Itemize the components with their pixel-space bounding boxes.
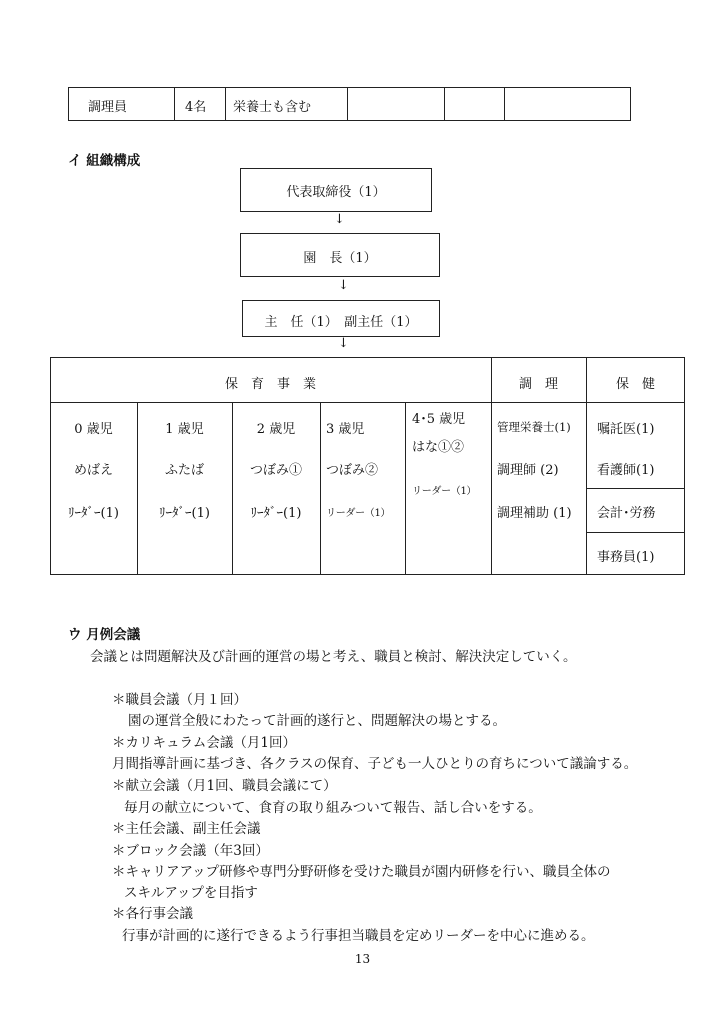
class-name: はな①② [412, 440, 465, 455]
meeting-desc: 行事が計画的に遂行できるよう行事担当職員を定めリーダーを中心に進める。 [122, 928, 595, 944]
staff-count: 4名 [185, 100, 207, 115]
meeting-item: ＊職員会議（月１回） [112, 692, 247, 708]
class-name: つぼみ① [249, 463, 302, 478]
section-heading-meetings: ウ 月例会議 [68, 627, 141, 643]
box-ceo-label: 代表取締役（1） [286, 185, 386, 200]
class-leader: ﾘｰﾀﾞｰ(1) [250, 506, 302, 521]
section-heading-organization: イ 組織構成 [68, 153, 141, 169]
class-leader: ﾘｰﾀﾞｰ(1) [68, 506, 119, 521]
staff-note: 栄養士も含む [233, 100, 312, 115]
health-staff: 看護師(1) [597, 463, 655, 478]
meeting-item: ＊キャリアアップ研修や専門分野研修を受けた職員が園内研修を行い、職員全体の [112, 864, 611, 880]
arrow-down-icon: ↓ [338, 278, 349, 293]
class-age: 2 歳児 [256, 422, 296, 437]
class-leader: ﾘｰﾀﾞｰ(1) [159, 506, 210, 521]
box-chiefs-label: 主 任（1） 副主任（1） [264, 315, 418, 330]
staff-role: 調理員 [88, 100, 128, 115]
meeting-desc: 月間指導計画に基づき、各クラスの保育、子ども一人ひとりの育ちについて議論する。 [112, 756, 638, 772]
arrow-down-icon: ↓ [334, 212, 345, 227]
meeting-item: ＊カリキュラム会議（月1回） [112, 735, 296, 751]
class-age: 3 歳児 [326, 422, 365, 437]
arrow-down-icon: ↓ [338, 336, 349, 351]
meeting-desc: スキルアップを目指す [124, 885, 258, 901]
cooking-staff: 調理補助 (1) [497, 506, 572, 521]
box-director-label: 園 長（1） [303, 251, 377, 266]
class-name: ふたば [164, 463, 204, 478]
page-number: 13 [354, 952, 371, 966]
class-leader: リーダー（1） [326, 508, 391, 519]
class-age: 4･5 歳児 [412, 412, 466, 427]
header-health: 保 健 [615, 377, 655, 392]
cooking-staff: 調理師 (2) [497, 463, 559, 478]
header-childcare: 保 育 事 業 [224, 377, 316, 392]
class-name: つぼみ② [326, 463, 379, 478]
health-staff: 嘱託医(1) [597, 422, 655, 437]
class-age: 0 歳児 [74, 422, 113, 437]
health-staff: 事務員(1) [597, 550, 655, 565]
class-leader: リーダー（1） [412, 486, 477, 497]
staff-table [68, 87, 631, 121]
class-age: 1 歳児 [165, 422, 204, 437]
meeting-desc: 毎月の献立について、食育の取り組みついて報告、話し合いをする。 [124, 800, 542, 816]
meeting-item: ＊献立会議（月1回、職員会議にて） [112, 778, 337, 794]
class-name: めばえ [73, 463, 113, 478]
meeting-item: ＊各行事会議 [112, 906, 193, 922]
health-staff: 会計･労務 [597, 506, 656, 521]
header-cooking: 調 理 [518, 377, 558, 392]
meetings-intro: 会議とは問題解決及び計画的運営の場と考え、職員と検討、解決決定していく。 [90, 649, 577, 665]
cooking-staff: 管理栄養士(1) [497, 420, 571, 434]
meeting-item: ＊主任会議、副主任会議 [112, 821, 261, 837]
meeting-item: ＊ブロック会議（年3回） [112, 843, 269, 859]
meeting-desc: 園の運営全般にわたって計画的遂行と、問題解決の場とする。 [128, 713, 506, 729]
